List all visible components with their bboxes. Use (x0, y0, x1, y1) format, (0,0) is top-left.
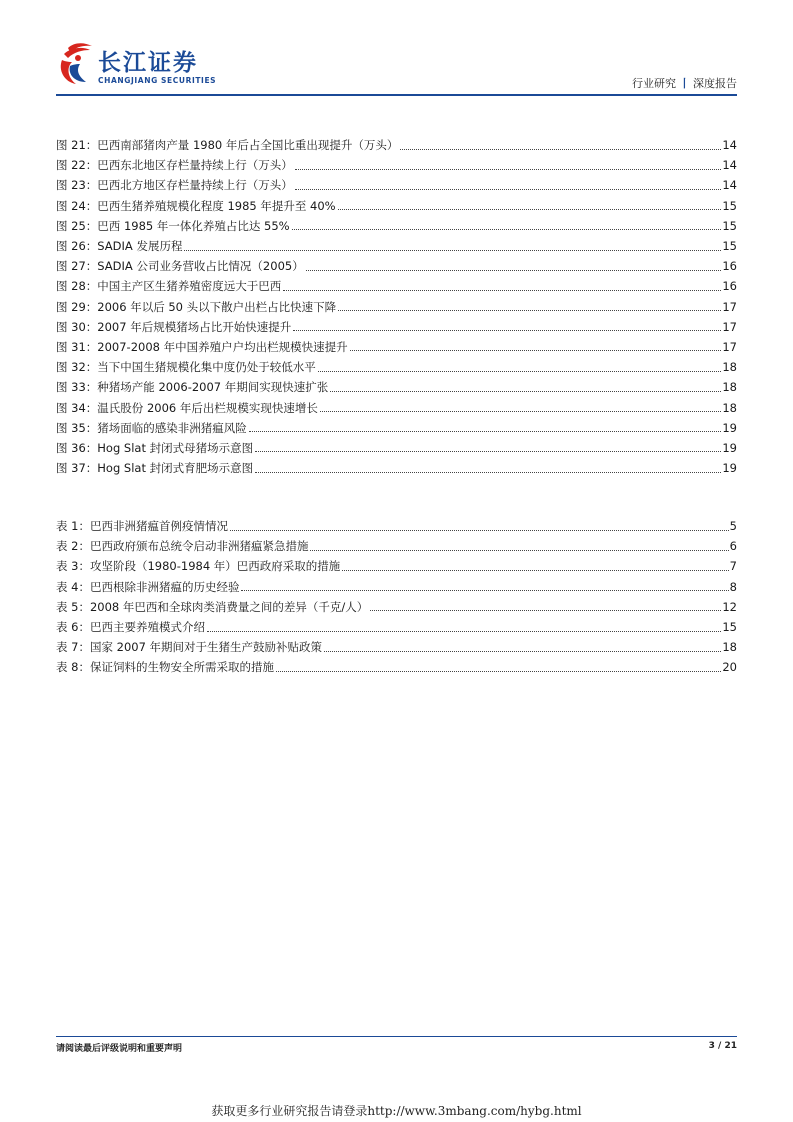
toc-entry-label[interactable]: 图 32：当下中国生猪规模化集中度仍处于较低水平 (56, 360, 316, 375)
header-divider (56, 94, 737, 96)
toc-entry-page[interactable]: 17 (722, 299, 737, 314)
toc-dot-leader (255, 472, 721, 473)
table-toc-row[interactable] (56, 617, 737, 637)
logo-english-name: CHANGJIANG SECURITIES (98, 76, 217, 85)
toc-entry-label[interactable]: 图 26：SADIA 发展历程 (56, 239, 183, 254)
toc-dot-leader (370, 610, 721, 611)
toc-dot-leader (306, 270, 722, 271)
toc-entry-label[interactable]: 表 7：国家 2007 年期间对于生猪生产鼓励补贴政策 (56, 640, 323, 655)
toc-entry-label[interactable]: 图 23：巴西北方地区存栏量持续上行（万头） (56, 178, 293, 193)
toc-dot-leader (184, 250, 721, 251)
toc-entry-label[interactable]: 图 28：中国主产区生猪养殖密度远大于巴西 (56, 279, 282, 294)
report-category (632, 75, 737, 91)
toc-entry-page[interactable]: 15 (722, 218, 737, 233)
toc-entry-label[interactable]: 表 1：巴西非洲猪瘟首例疫情情况 (56, 519, 228, 534)
toc-entry-page[interactable]: 6 (729, 539, 737, 554)
toc-dot-leader (295, 189, 722, 190)
toc-entry-label[interactable]: 图 31：2007-2008 年中国养殖户户均出栏规模快速提升 (56, 339, 348, 354)
figure-toc-row[interactable] (56, 216, 737, 236)
toc-entry-label[interactable]: 图 21：巴西南部猪肉产量 1980 年后占全国比重出现提升（万头） (56, 138, 399, 153)
toc-entry-page[interactable]: 17 (722, 319, 737, 334)
report-type-label: 深度报告 (693, 77, 737, 90)
toc-dot-leader (249, 431, 722, 432)
toc-entry-label[interactable]: 表 5：2008 年巴西和全球肉类消费量之间的差异（千克/人） (56, 599, 369, 614)
toc-dot-leader (283, 290, 721, 291)
toc-dot-leader (330, 391, 721, 392)
toc-dot-leader (320, 411, 721, 412)
figure-toc-row[interactable] (56, 357, 737, 377)
toc-dot-leader (350, 350, 722, 351)
toc-dot-leader (255, 451, 721, 452)
figure-toc-row[interactable] (56, 418, 737, 438)
toc-entry-label[interactable]: 图 33：种猪场产能 2006-2007 年期间实现快速扩张 (56, 380, 329, 395)
toc-entry-page[interactable]: 17 (722, 339, 737, 354)
toc-entry-page[interactable]: 16 (722, 259, 737, 274)
toc-dot-leader (241, 590, 728, 591)
figure-toc-row[interactable] (56, 135, 737, 155)
toc-entry-page[interactable]: 19 (722, 461, 737, 476)
category-separator: 丨 (679, 77, 690, 90)
toc-entry-label[interactable]: 图 30：2007 年后规模猪场占比开始快速提升 (56, 319, 292, 334)
toc-entry-page[interactable]: 16 (722, 279, 737, 294)
toc-entry-page[interactable]: 15 (722, 239, 737, 254)
table-index (56, 516, 737, 678)
logo-emblem-icon (56, 40, 96, 88)
toc-entry-page[interactable]: 12 (722, 599, 737, 614)
toc-dot-leader (207, 631, 721, 632)
figure-toc-row[interactable] (56, 438, 737, 458)
figure-toc-row[interactable] (56, 317, 737, 337)
toc-dot-leader (338, 209, 722, 210)
toc-entry-page[interactable]: 18 (722, 360, 737, 375)
toc-entry-page[interactable]: 7 (729, 559, 737, 574)
toc-dot-leader (400, 149, 721, 150)
figure-toc-row[interactable] (56, 256, 737, 276)
figure-toc-row[interactable] (56, 397, 737, 417)
toc-entry-page[interactable]: 18 (722, 640, 737, 655)
page-number: 3 / 21 (708, 1041, 737, 1051)
toc-entry-label[interactable]: 表 8：保证饲料的生物安全所需采取的措施 (56, 660, 274, 675)
table-toc-row[interactable] (56, 516, 737, 536)
toc-entry-page[interactable]: 8 (729, 579, 737, 594)
toc-dot-leader (295, 169, 722, 170)
figure-toc-row[interactable] (56, 175, 737, 195)
toc-entry-label[interactable]: 图 25：巴西 1985 年一体化养殖占比达 55% (56, 218, 290, 233)
figure-toc-row[interactable] (56, 236, 737, 256)
toc-dot-leader (230, 530, 729, 531)
company-logo (56, 38, 256, 94)
figure-toc-row[interactable] (56, 196, 737, 216)
toc-entry-page[interactable]: 19 (722, 420, 737, 435)
toc-entry-page[interactable]: 20 (722, 660, 737, 675)
figure-toc-row[interactable] (56, 337, 737, 357)
toc-entry-page[interactable]: 18 (722, 400, 737, 415)
toc-entry-label[interactable]: 图 24：巴西生猪养殖规模化程度 1985 年提升至 40% (56, 198, 336, 213)
toc-dot-leader (310, 550, 728, 551)
table-toc-row[interactable] (56, 556, 737, 576)
table-toc-row[interactable] (56, 536, 737, 556)
toc-entry-label[interactable]: 图 35：猪场面临的感染非洲猪瘟风险 (56, 420, 247, 435)
toc-dot-leader (342, 570, 728, 571)
figure-toc-row[interactable] (56, 297, 737, 317)
toc-entry-page[interactable]: 14 (722, 138, 737, 153)
table-toc-row[interactable] (56, 637, 737, 657)
figure-toc-row[interactable] (56, 458, 737, 478)
toc-entry-page[interactable]: 5 (729, 519, 737, 534)
figure-toc-row[interactable] (56, 276, 737, 296)
toc-entry-page[interactable]: 19 (722, 440, 737, 455)
page-header (56, 38, 737, 96)
toc-entry-page[interactable]: 15 (722, 198, 737, 213)
toc-dot-leader (292, 229, 722, 230)
toc-dot-leader (318, 371, 722, 372)
toc-entry-label[interactable]: 图 37：Hog Slat 封闭式育肥场示意图 (56, 461, 254, 476)
figure-toc-row[interactable] (56, 155, 737, 175)
toc-entry-label[interactable]: 图 27：SADIA 公司业务营收占比情况（2005） (56, 259, 304, 274)
figure-index (56, 135, 737, 478)
toc-entry-label[interactable]: 表 3：攻坚阶段（1980-1984 年）巴西政府采取的措施 (56, 559, 341, 574)
toc-entry-page[interactable]: 14 (722, 178, 737, 193)
toc-entry-page[interactable]: 18 (722, 380, 737, 395)
toc-entry-label[interactable]: 表 4：巴西根除非洲猪瘟的历史经验 (56, 579, 240, 594)
toc-dot-leader (324, 651, 721, 652)
toc-entry-page[interactable]: 15 (722, 620, 737, 635)
toc-entry-label[interactable]: 图 36：Hog Slat 封闭式母猪场示意图 (56, 440, 254, 455)
category-label: 行业研究 (632, 77, 676, 90)
toc-dot-leader (338, 310, 721, 311)
figure-toc-row[interactable] (56, 377, 737, 397)
logo-chinese-name: 长江证券 (98, 50, 198, 76)
toc-dot-leader (293, 330, 721, 331)
bottom-download-note: 获取更多行业研究报告请登录http://www.3mbang.com/hybg.html (211, 1104, 582, 1118)
toc-entry-label[interactable]: 图 29：2006 年以后 50 头以下散户出栏占比快速下降 (56, 299, 337, 314)
footer-disclaimer: 请阅读最后评级说明和重要声明 (56, 1044, 183, 1054)
toc-entry-label[interactable]: 图 22：巴西东北地区存栏量持续上行（万头） (56, 158, 293, 173)
table-toc-row[interactable] (56, 577, 737, 597)
table-toc-row[interactable] (56, 597, 737, 617)
toc-entry-page[interactable]: 14 (722, 158, 737, 173)
table-toc-row[interactable] (56, 657, 737, 677)
footer-divider (56, 1036, 737, 1037)
toc-entry-label[interactable]: 表 6：巴西主要养殖模式介绍 (56, 620, 205, 635)
toc-entry-label[interactable]: 表 2：巴西政府颁布总统令启动非洲猪瘟紧急措施 (56, 539, 309, 554)
toc-entry-label[interactable]: 图 34：温氏股份 2006 年后出栏规模实现快速增长 (56, 400, 318, 415)
toc-dot-leader (276, 671, 721, 672)
